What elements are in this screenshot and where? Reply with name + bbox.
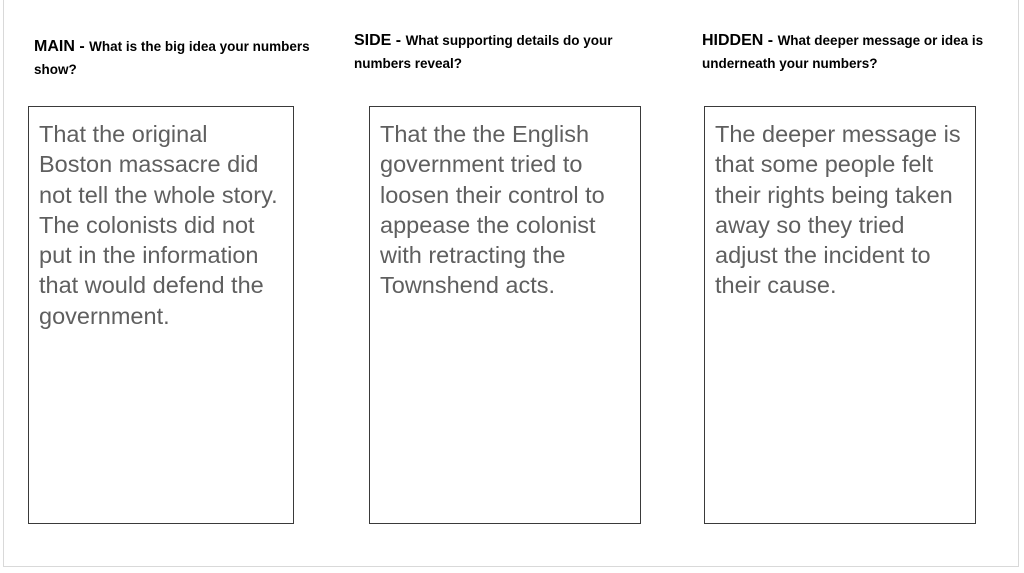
answer-text-side: That the the English government tried to loosen their control to appease the colonist with retracting the Townshend acts. [380, 121, 605, 299]
heading-main-key: MAIN - [34, 38, 90, 55]
heading-side-key: SIDE - [354, 32, 406, 49]
answer-box-main[interactable] [28, 106, 294, 524]
answer-text-main: That the original Boston massacre did not tell the whole story. The colonists did not put in the information that would defend the government. [39, 121, 278, 329]
heading-side-question: What supporting details do your numbers reveal? [354, 33, 613, 71]
heading-main [34, 35, 334, 81]
heading-hidden [702, 29, 1002, 75]
answer-text-hidden: The deeper message is that some people felt their rights being taken away so they tried adjust the incident to their cause. [715, 121, 961, 299]
heading-hidden-question: What deeper message or idea is underneath your numbers? [702, 33, 984, 71]
heading-side [354, 29, 654, 75]
answer-box-side[interactable] [369, 106, 641, 524]
heading-main-question: What is the big idea your numbers show? [34, 39, 310, 77]
answer-box-hidden[interactable] [704, 106, 976, 524]
heading-hidden-key: HIDDEN - [702, 32, 778, 49]
